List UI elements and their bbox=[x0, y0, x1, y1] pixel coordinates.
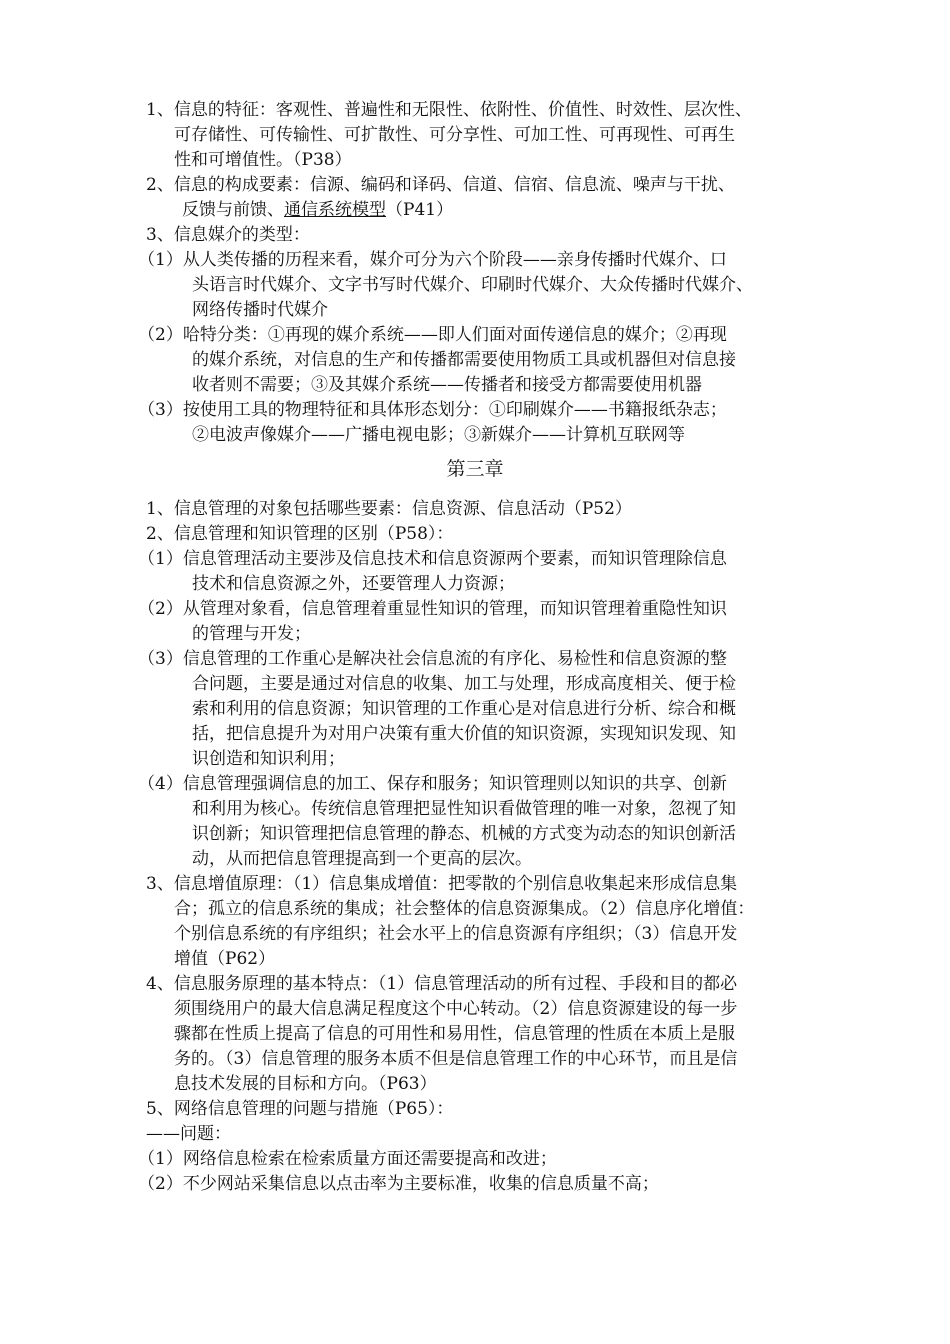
item-2-line: 2、信息的构成要素：信源、编码和译码、信道、信宿、信息流、噪声与干扰、 bbox=[146, 175, 735, 195]
underlined-term: 通信系统模型 bbox=[284, 200, 386, 220]
item-3-line: 增值（P62） bbox=[174, 949, 276, 969]
item-1-line: 1、信息管理的对象包括哪些要素：信息资源、信息活动（P52） bbox=[146, 499, 632, 519]
item-4-line: 骤都在性质上提高了信息的可用性和易用性，信息管理的性质在本质上是服 bbox=[174, 1024, 735, 1044]
sub-item-1-line: 头语言时代媒介、文字书写时代媒介、印刷时代媒介、大众传播时代媒介、 bbox=[192, 275, 753, 295]
item-5-line: 5、网络信息管理的问题与措施（P65）： bbox=[146, 1099, 454, 1119]
sub-item-2-line: （2）哈特分类：①再现的媒介系统——即人们面对面传递信息的媒介；②再现 bbox=[138, 325, 727, 345]
sub-item-1-line: 网络传播时代媒介 bbox=[192, 300, 328, 320]
sub-item-3-line: 识创造和知识利用； bbox=[192, 749, 345, 769]
item-1-line: 1、信息的特征：客观性、普遍性和无限性、依附性、价值性、时效性、层次性、 bbox=[146, 100, 752, 120]
sub-item-4-line: （4）信息管理强调信息的加工、保存和服务；知识管理则以知识的共享、创新 bbox=[138, 774, 727, 794]
problem-2-line: （2）不少网站采集信息以点击率为主要标准，收集的信息质量不高； bbox=[138, 1174, 659, 1194]
item-4-line: 须围绕用户的最大信息满足程度这个中心转动。（2）信息资源建设的每一步 bbox=[174, 999, 738, 1019]
item-3-line: 3、信息增值原理：（1）信息集成增值：把零散的个别信息收集起来形成信息集 bbox=[146, 874, 738, 894]
problems-heading: ——问题： bbox=[146, 1124, 231, 1144]
sub-item-3-line: （3）按使用工具的物理特征和具体形态划分：①印刷媒介——书籍报纸杂志； bbox=[138, 400, 727, 420]
item-2-line: 2、信息管理和知识管理的区别（P58）： bbox=[146, 524, 454, 544]
sub-item-3-line: 合问题，主要是通过对信息的收集、加工与处理，形成高度相关、便于检 bbox=[192, 674, 736, 694]
page-ref: （P41） bbox=[386, 200, 454, 220]
sub-item-4-line: 动，从而把信息管理提高到一个更高的层次。 bbox=[192, 849, 532, 869]
item-3-line: 3、信息媒介的类型： bbox=[146, 225, 310, 245]
item-1-line: 性和可增值性。（P38） bbox=[174, 150, 352, 170]
sub-item-1-line: （1）从人类传播的历程来看，媒介可分为六个阶段——亲身传播时代媒介、口 bbox=[138, 250, 727, 270]
sub-item-1-line: （1）信息管理活动主要涉及信息技术和信息资源两个要素，而知识管理除信息 bbox=[138, 549, 727, 569]
sub-item-3-line: ②电波声像媒介——广播电视电影；③新媒介——计算机互联网等 bbox=[192, 425, 685, 445]
item-2-text: 反馈与前馈、 bbox=[182, 200, 284, 220]
item-1-line: 可存储性、可传输性、可扩散性、可分享性、可加工性、可再现性、可再生 bbox=[174, 125, 735, 145]
sub-item-4-line: 识创新；知识管理把信息管理的静态、机械的方式变为动态的知识创新活 bbox=[192, 824, 736, 844]
item-4-line: 息技术发展的目标和方向。（P63） bbox=[174, 1074, 437, 1094]
sub-item-2-line: 的媒介系统，对信息的生产和传播都需要使用物质工具或机器但对信息接 bbox=[192, 350, 736, 370]
sub-item-2-line: 的管理与开发； bbox=[192, 624, 311, 644]
sub-item-3-line: （3）信息管理的工作重心是解决社会信息流的有序化、易检性和信息资源的整 bbox=[138, 649, 727, 669]
item-3-line: 合；孤立的信息系统的集成；社会整体的信息资源集成。（2）信息序化增值： bbox=[174, 899, 755, 919]
sub-item-3-line: 括，把信息提升为对用户决策有重大价值的知识资源，实现知识发现、知 bbox=[192, 724, 736, 744]
section-chapter-two-notes bbox=[138, 98, 818, 448]
sub-item-2-line: 收者则不需要；③及其媒介系统——传播者和接受方都需要使用机器 bbox=[192, 375, 702, 395]
problem-1-line: （1）网络信息检索在检索质量方面还需要提高和改进； bbox=[138, 1149, 557, 1169]
item-4-line: 务的。（3）信息管理的服务本质不但是信息管理工作的中心环节，而且是信 bbox=[174, 1049, 738, 1069]
sub-item-4-line: 和利用为核心。传统信息管理把显性知识看做管理的唯一对象，忽视了知 bbox=[192, 799, 736, 819]
sub-item-1-line: 技术和信息资源之外，还要管理人力资源； bbox=[192, 574, 515, 594]
item-3-line: 个别信息系统的有序组织；社会水平上的信息资源有序组织；（3）信息开发 bbox=[174, 924, 738, 944]
section-chapter-three-notes bbox=[138, 497, 818, 1197]
item-4-line: 4、信息服务原理的基本特点：（1）信息管理活动的所有过程、手段和目的都必 bbox=[146, 974, 738, 994]
sub-item-2-line: （2）从管理对象看，信息管理着重显性知识的管理，而知识管理着重隐性知识 bbox=[138, 599, 727, 619]
chapter-heading: 第三章 bbox=[446, 458, 504, 480]
sub-item-3-line: 索和利用的信息资源；知识管理的工作重心是对信息进行分析、综合和概 bbox=[192, 699, 736, 719]
item-2-line bbox=[146, 198, 818, 223]
